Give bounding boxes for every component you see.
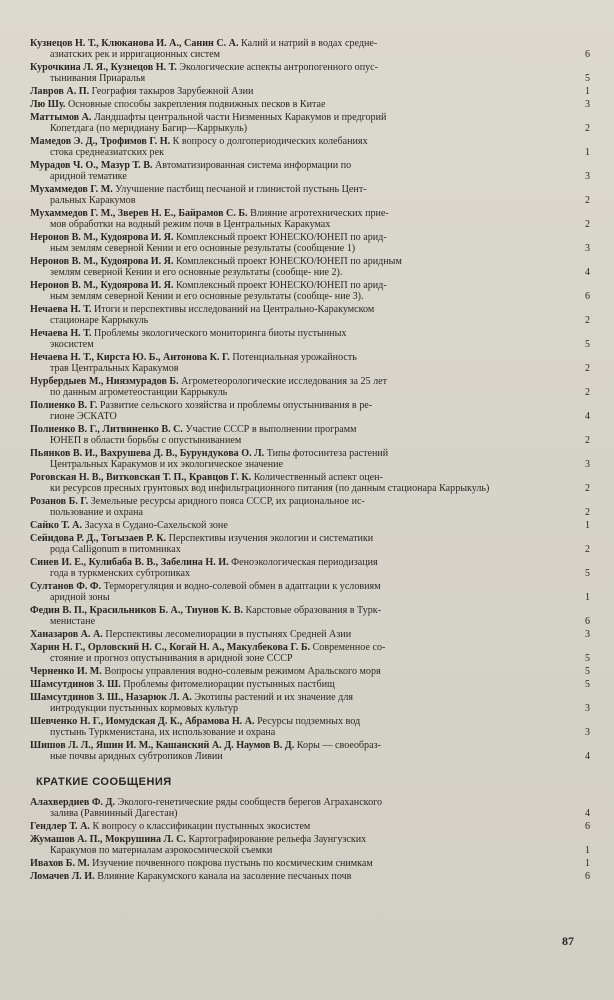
- entry-line: [30, 692, 564, 703]
- entry-title: Потенциальная урожайность: [232, 352, 357, 363]
- entry-title-continuation: стационаре Каррыкуль: [50, 315, 149, 326]
- entry-line: [30, 304, 564, 315]
- entry-line: [30, 716, 564, 727]
- entry-page-number: 3: [585, 99, 590, 110]
- entry-line: [30, 520, 564, 531]
- toc-entry: [30, 38, 590, 60]
- main-entries: [30, 38, 590, 762]
- entry-line: [30, 533, 564, 544]
- toc-entry: [30, 629, 590, 640]
- entry-title: География такыров Зарубежной Азии: [91, 86, 254, 97]
- entry-authors: Неронов В. М., Кудоярова И. Я.: [30, 256, 174, 267]
- entry-authors: Мухаммедов Г. М.: [30, 184, 113, 195]
- entry-line: [30, 581, 564, 592]
- entry-title-continuation: ЮНЕП в области борьбы с опустыниванием: [50, 435, 242, 446]
- entry-title-continuation: по данным агрометеостанции Каррыкуль: [50, 387, 228, 398]
- entry-title-continuation: залива (Равнинный Дагестан): [50, 808, 178, 819]
- entry-line: [30, 160, 564, 171]
- entry-page-number: 2: [585, 483, 590, 494]
- entry-page-number: 6: [585, 616, 590, 627]
- entry-line: [30, 472, 564, 483]
- toc-entry: [30, 666, 590, 677]
- entry-title: Агрометеорологические исследования за 25 лет: [181, 376, 388, 387]
- entry-authors: Сейидова Р. Д., Тогызаев Р. К.: [30, 533, 167, 544]
- toc-entry: [30, 533, 590, 555]
- entry-line: [30, 376, 564, 387]
- toc-entry: [30, 208, 590, 230]
- entry-title-continuation: года в туркменских субтропиках: [50, 568, 191, 579]
- entry-authors: Синев И. Е., Кулибаба В. В., Забелина Н. И.: [30, 557, 229, 568]
- entry-title-continuation: аридной зоны: [50, 592, 110, 603]
- entry-line: [30, 280, 564, 291]
- entry-title: Типы фотосинтеза растений: [266, 448, 389, 459]
- entry-title: Проблемы фитомелиорации пустынных пастбищ: [123, 679, 335, 690]
- entry-authors: Гендлер Т. А.: [30, 821, 90, 832]
- entry-line: [30, 605, 564, 616]
- toc-entry: [30, 86, 590, 97]
- entry-title-continuation: пользование и охрана: [50, 507, 144, 518]
- entry-authors: Ломачев Л. И.: [30, 871, 95, 882]
- entry-page-number: 4: [585, 267, 590, 278]
- entry-title-continuation: ные почвы аридных субтропиков Ливии: [50, 751, 223, 762]
- entry-line: [30, 208, 564, 219]
- entry-title: Улучшение пастбищ песчаной и глинистой пустынь Цент-: [115, 184, 367, 195]
- entry-line: [30, 99, 564, 110]
- entry-title: Проблемы экологического мониторинга биоты пустынных: [94, 328, 347, 339]
- toc-entry: [30, 692, 590, 714]
- entry-title: Ресурсы подземных вод: [257, 716, 361, 727]
- entry-title-continuation: Копетдага (по меридиану Багир—Каррыкуль): [50, 123, 248, 134]
- toc-entry: [30, 797, 590, 819]
- entry-authors: Нечаева Н. Т.: [30, 304, 92, 315]
- entry-page-number: 2: [585, 363, 590, 374]
- entry-title: Влияние агротехнических прие-: [250, 208, 389, 219]
- entry-authors: Федин В. П., Красильников Б. А., Тиунов К. В.: [30, 605, 243, 616]
- entry-title: Основные способы закрепления подвижных песков в Китае: [67, 99, 326, 110]
- entry-title-continuation: ральных Каракумов: [50, 195, 136, 206]
- entry-line: [30, 642, 564, 653]
- entry-title-continuation: Каракумов по материалам аэрокосмической съемки: [50, 845, 273, 856]
- entry-title-continuation: пустынь Туркменистана, их использование и охрана: [50, 727, 276, 738]
- entry-authors: Султанов Ф. Ф.: [30, 581, 102, 592]
- entry-authors: Неронов В. М., Кудоярова И. Я.: [30, 280, 174, 291]
- entry-title: Феноэкологическая периодизация: [231, 557, 378, 568]
- entry-title-continuation: трав Центральных Каракумов: [50, 363, 179, 374]
- entry-authors: Нурбердыев М., Ниязмурадов Б.: [30, 376, 179, 387]
- entry-title: Итоги и перспективы исследований на Центрально-Каракумском: [94, 304, 375, 315]
- entry-authors: Роговская Н. В., Витковская Т. П., Кравцов Г. К.: [30, 472, 252, 483]
- entry-title-continuation: ным землям северной Кении и его основные результаты (сообще- ние 3).: [50, 291, 364, 302]
- entry-page-number: 4: [585, 751, 590, 762]
- entry-line: [30, 232, 564, 243]
- entry-title-continuation: тынивания Приаралья: [50, 73, 146, 84]
- entry-title: Вопросы управления водно-солевым режимом Аральского моря: [104, 666, 381, 677]
- toc-entry: [30, 557, 590, 579]
- entry-authors: Полиенко В. Г., Литвиненко В. С.: [30, 424, 183, 435]
- entry-line: [30, 352, 564, 363]
- toc-entry: [30, 821, 590, 832]
- toc-entry: [30, 858, 590, 869]
- entry-line: [30, 740, 564, 751]
- entry-title: Автоматизированная система информации по: [155, 160, 352, 171]
- entry-page-number: 2: [585, 195, 590, 206]
- entry-line: [30, 184, 564, 195]
- entry-title: Развитие сельского хозяйства и проблемы опустынивания в ре-: [99, 400, 373, 411]
- entry-line: [30, 448, 564, 459]
- entry-line: [30, 858, 564, 869]
- entry-authors: Кузнецов Н. Т., Клюканова И. А., Санин С. А.: [30, 38, 239, 49]
- entry-title: Экологические аспекты антропогенного опус-: [179, 62, 379, 73]
- entry-authors: Харин Н. Г., Орловский Н. С., Когай Н. А., Макулбекова Г. Б.: [30, 642, 311, 653]
- entry-page-number: 5: [585, 653, 590, 664]
- entry-page-number: 4: [585, 411, 590, 422]
- entry-line: [30, 821, 564, 832]
- entry-page-number: 5: [585, 73, 590, 84]
- page-number: 87: [562, 934, 574, 948]
- entry-page-number: 3: [585, 629, 590, 640]
- entry-line: [30, 256, 564, 267]
- toc-entry: [30, 256, 590, 278]
- entry-page-number: 5: [585, 568, 590, 579]
- section-heading: КРАТКИЕ СООБЩЕНИЯ: [36, 776, 172, 788]
- toc-entry: [30, 496, 590, 518]
- toc-entry: [30, 304, 590, 326]
- entry-title-continuation: азиатских рек и ирригационных систем: [50, 49, 221, 60]
- entry-line: [30, 112, 564, 123]
- entry-title-continuation: ки ресурсов пресных грунтовых вод инфильтрационного питания (по данным стационара Каррыкуль): [50, 483, 490, 494]
- entry-page-number: 1: [585, 147, 590, 158]
- toc-entry: [30, 520, 590, 531]
- entry-authors: Ивахов Б. М.: [30, 858, 90, 869]
- entry-title-continuation: стояние и прогноз опустынивания в аридной зоне СССР: [50, 653, 293, 664]
- toc-entry: [30, 400, 590, 422]
- entry-page-number: 3: [585, 459, 590, 470]
- entry-title: Влияние Каракумского канала на засоление песчаных почв: [97, 871, 352, 882]
- entry-authors: Лю Шу.: [30, 99, 66, 110]
- entry-page-number: 4: [585, 808, 590, 819]
- entry-title: Земельные ресурсы аридного пояса СССР, их рациональное ис-: [90, 496, 365, 507]
- entry-title: К вопросу о долгопериодических колебаниях: [172, 136, 368, 147]
- entry-page-number: 6: [585, 821, 590, 832]
- entry-page-number: 6: [585, 49, 590, 60]
- entry-title: Ландшафты центральной части Низменных Каракумов и предгорий: [93, 112, 387, 123]
- toc-entry: [30, 424, 590, 446]
- toc-entry: [30, 581, 590, 603]
- entry-authors: Неронов В. М., Кудоярова И. Я.: [30, 232, 174, 243]
- toc-entry: [30, 871, 590, 882]
- toc-entry: [30, 642, 590, 664]
- entry-authors: Маттымов А.: [30, 112, 92, 123]
- toc-entry: [30, 136, 590, 158]
- entry-line: [30, 86, 564, 97]
- entry-authors: Мамедов Э. Д., Трофимов Г. Н.: [30, 136, 171, 147]
- toc-entry: [30, 740, 590, 762]
- entry-title: Терморегуляция и водно-солевой обмен в адаптации к условиям: [103, 581, 381, 592]
- toc-entry: [30, 352, 590, 374]
- entry-line: [30, 797, 564, 808]
- entry-page-number: 2: [585, 219, 590, 230]
- entry-line: [30, 666, 564, 677]
- toc-entry: [30, 99, 590, 110]
- toc-entry: [30, 184, 590, 206]
- entry-page-number: 5: [585, 339, 590, 350]
- toc-entry: [30, 376, 590, 398]
- entry-authors: Мухаммедов Г. М., Зверев Н. Е., Байрамов С. Б.: [30, 208, 248, 219]
- entry-line: [30, 424, 564, 435]
- entry-authors: Пьянков В. И., Вахрушева Д. В., Бурундукова О. Л.: [30, 448, 265, 459]
- entry-authors: Шамсутдинов З. Ш.: [30, 679, 121, 690]
- toc-entry: [30, 605, 590, 627]
- entry-authors: Шамсутдинов З. Ш., Назарюк Л. А.: [30, 692, 192, 703]
- entry-title: Участие СССР в выполнении программ: [185, 424, 357, 435]
- entry-page-number: 1: [585, 858, 590, 869]
- entry-title: Современное со-: [312, 642, 386, 653]
- entry-page-number: 3: [585, 243, 590, 254]
- toc-entry: [30, 112, 590, 134]
- toc-entry: [30, 62, 590, 84]
- entry-page-number: 2: [585, 435, 590, 446]
- toc-entry: [30, 472, 590, 494]
- entry-title: Количественный аспект оцен-: [253, 472, 383, 483]
- entry-title: Засуха в Судано-Сахельской зоне: [84, 520, 228, 531]
- toc-entry: [30, 834, 590, 856]
- entry-page-number: 3: [585, 727, 590, 738]
- entry-title: Комплексный проект ЮНЕСКО/ЮНЕП по арид-: [176, 280, 387, 291]
- entry-page-number: 5: [585, 679, 590, 690]
- entry-page-number: 5: [585, 666, 590, 677]
- entry-title: Перспективы лесомелиорации в пустынях Средней Азии: [105, 629, 352, 640]
- entry-page-number: 2: [585, 544, 590, 555]
- entry-title-continuation: экосистем: [50, 339, 94, 350]
- entry-title: Калий и натрий в водах средне-: [241, 38, 378, 49]
- short-entries: [30, 797, 590, 882]
- entry-authors: Лавров А. П.: [30, 86, 90, 97]
- entry-authors: Черненко И. М.: [30, 666, 102, 677]
- entry-title-continuation: интродукции пустынных кормовых культур: [50, 703, 239, 714]
- entry-line: [30, 834, 564, 845]
- entry-page-number: 1: [585, 86, 590, 97]
- entry-title: Перспективы изучения экологии и систематики: [168, 533, 374, 544]
- entry-authors: Жумашов А. П., Мокрушина Л. С.: [30, 834, 186, 845]
- entry-title-continuation: стока среднеазиатских рек: [50, 147, 164, 158]
- entry-title: Эколого-генетические ряды сообществ берегов Аграханского: [117, 797, 383, 808]
- entry-title-continuation: мов обработки на водный режим почв в Центральных Каракумах: [50, 219, 331, 230]
- entry-line: [30, 38, 564, 49]
- entry-title-continuation: менистане: [50, 616, 96, 627]
- entry-line: [30, 328, 564, 339]
- entry-page-number: 2: [585, 315, 590, 326]
- entry-page-number: 2: [585, 387, 590, 398]
- entry-page-number: 1: [585, 520, 590, 531]
- entry-authors: Алахвердиев Ф. Д.: [30, 797, 116, 808]
- entry-title: Картографирование рельефа Заунгузских: [188, 834, 367, 845]
- entry-authors: Розанов Б. Г.: [30, 496, 89, 507]
- toc-entry: [30, 448, 590, 470]
- entry-line: [30, 679, 564, 690]
- entry-line: [30, 629, 564, 640]
- entry-authors: Сайко Т. А.: [30, 520, 82, 531]
- entry-page-number: 3: [585, 171, 590, 182]
- entry-page-number: 1: [585, 845, 590, 856]
- entry-title-continuation: аридной тематике: [50, 171, 127, 182]
- entry-line: [30, 400, 564, 411]
- entry-line: [30, 871, 564, 882]
- entry-title: Экотипы растений и их значение для: [194, 692, 353, 703]
- entry-line: [30, 62, 564, 73]
- entry-page-number: 6: [585, 871, 590, 882]
- entry-title: Комплексный проект ЮНЕСКО/ЮНЕП по аридным: [176, 256, 402, 267]
- entry-title: Комплексный проект ЮНЕСКО/ЮНЕП по арид-: [176, 232, 387, 243]
- table-of-contents: [30, 38, 590, 884]
- entry-line: [30, 136, 564, 147]
- toc-entry: [30, 679, 590, 690]
- entry-title: Изучение почвенного покрова пустынь по космическим снимкам: [92, 858, 373, 869]
- toc-entry: [30, 280, 590, 302]
- entry-page-number: 1: [585, 592, 590, 603]
- entry-authors: Нечаева Н. Т., Кирста Ю. Б., Антонова К. Г.: [30, 352, 230, 363]
- entry-authors: Шевченко Н. Г., Иомудская Д. К., Абрамова Н. А.: [30, 716, 255, 727]
- entry-title: К вопросу о классификации пустынных экосистем: [92, 821, 311, 832]
- toc-entry: [30, 328, 590, 350]
- entry-page-number: 3: [585, 703, 590, 714]
- entry-title: Карстовые образования в Турк-: [245, 605, 382, 616]
- entry-title-continuation: рода Calligonum в питомниках: [50, 544, 181, 555]
- entry-authors: Мурадов Ч. О., Мазур Т. В.: [30, 160, 153, 171]
- toc-entry: [30, 232, 590, 254]
- entry-line: [30, 557, 564, 568]
- entry-page-number: 2: [585, 123, 590, 134]
- entry-title-continuation: ным землям северной Кении и его основные результаты (сообщение 1): [50, 243, 356, 254]
- entry-title-continuation: землям северной Кении и его основные результаты (сообще- ние 2).: [50, 267, 343, 278]
- entry-title-continuation: Центральных Каракумов и их экологическое значение: [50, 459, 284, 470]
- entry-page-number: 2: [585, 507, 590, 518]
- toc-entry: [30, 160, 590, 182]
- entry-authors: Ханазаров А. А.: [30, 629, 103, 640]
- entry-title-continuation: гионе ЭСКАТО: [50, 411, 117, 422]
- entry-authors: Нечаева Н. Т.: [30, 328, 92, 339]
- entry-page-number: 6: [585, 291, 590, 302]
- entry-line: [30, 496, 564, 507]
- entry-authors: Полиенко В. Г.: [30, 400, 98, 411]
- toc-entry: [30, 716, 590, 738]
- entry-authors: Шишов Л. Л., Яшин И. М., Кашанский А. Д. Наумов В. Д.: [30, 740, 295, 751]
- entry-authors: Курочкина Л. Я., Кузнецов Н. Т.: [30, 62, 177, 73]
- entry-title: Коры — своеобраз-: [296, 740, 381, 751]
